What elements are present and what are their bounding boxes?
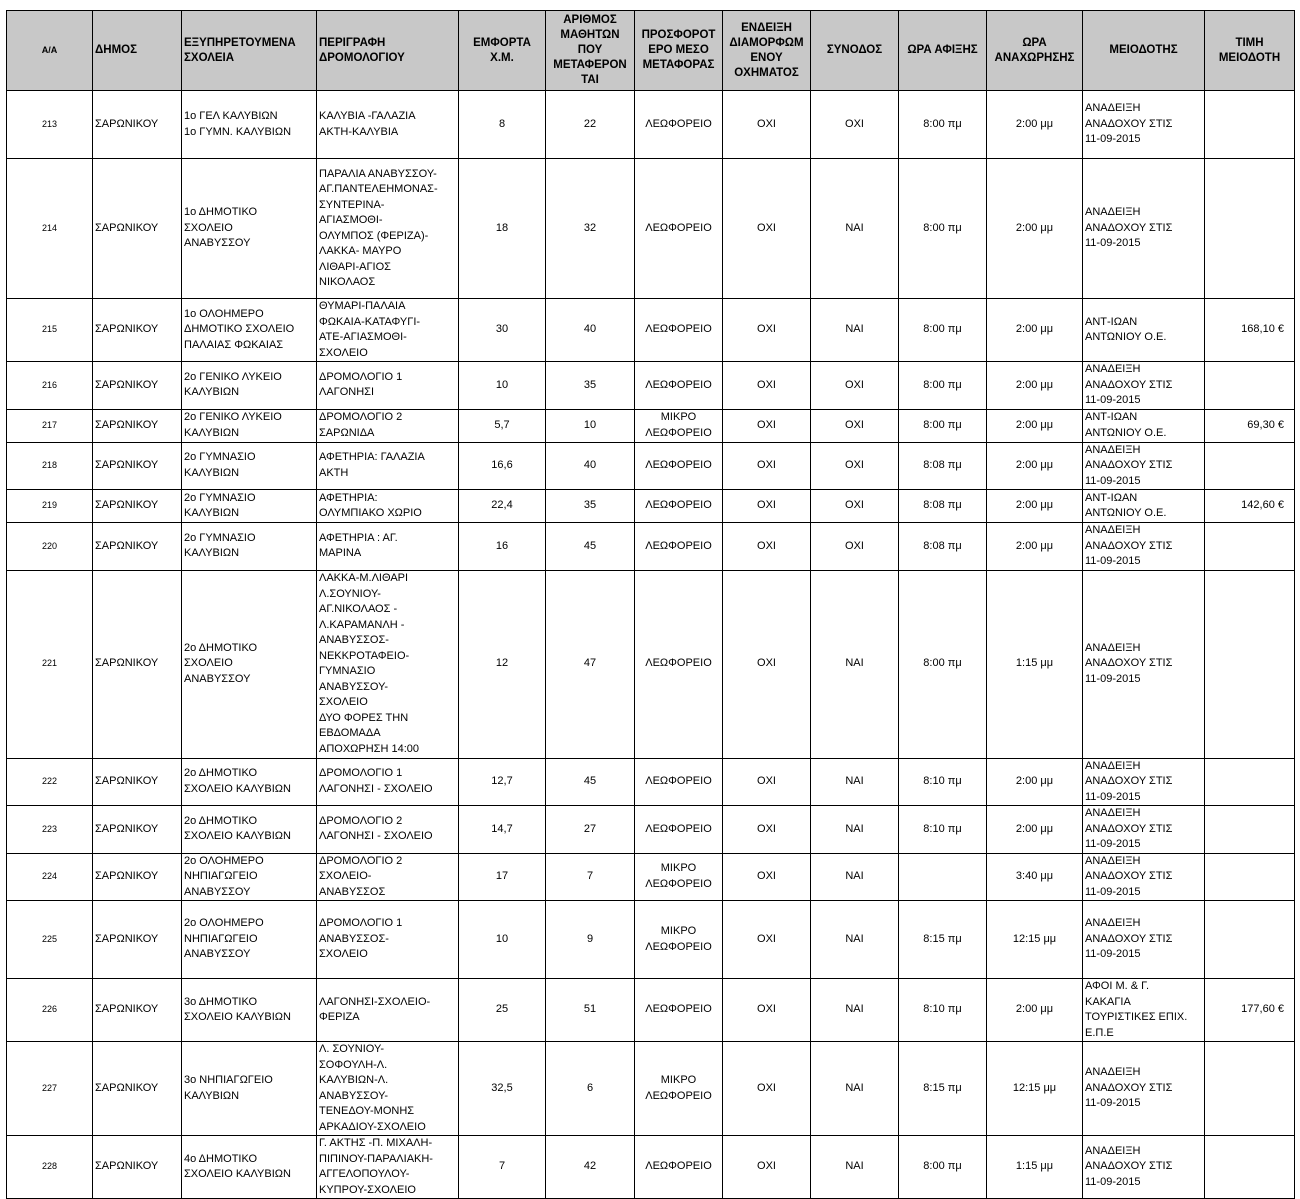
cell-synodos: ΟΧΙ bbox=[811, 362, 899, 410]
cell-anaxorisi: 2:00 μμ bbox=[987, 299, 1083, 362]
cell-diamorfomenou: ΟΧΙ bbox=[723, 901, 811, 979]
cell-afixi: 8:10 πμ bbox=[899, 758, 987, 806]
cell-synodos: ΝΑΙ bbox=[811, 299, 899, 362]
cell-km: 22,4 bbox=[459, 490, 546, 523]
transport-table-container bbox=[6, 10, 1294, 1199]
table-row bbox=[7, 523, 1295, 571]
cell-synodos: ΝΑΙ bbox=[811, 1136, 899, 1199]
cell-meso: ΜΙΚΡΟ ΛΕΩΦΟΡΕΙΟ bbox=[635, 853, 723, 901]
cell-synodos: ΟΧΙ bbox=[811, 490, 899, 523]
cell-dimos: ΣΑΡΩΝΙΚΟΥ bbox=[93, 1136, 182, 1199]
cell-synodos: ΝΑΙ bbox=[811, 979, 899, 1042]
cell-meso: ΛΕΩΦΟΡΕΙΟ bbox=[635, 758, 723, 806]
cell-perigrafi: ΛΑΓΟΝΗΣΙ-ΣΧΟΛΕΙΟ- ΦΕΡΙΖΑ bbox=[317, 979, 459, 1042]
cell-km: 25 bbox=[459, 979, 546, 1042]
cell-timi: 177,60 € bbox=[1205, 979, 1295, 1042]
cell-diamorfomenou: ΟΧΙ bbox=[723, 523, 811, 571]
cell-perigrafi: ΔΡΟΜΟΛΟΓΙΟ 1 ΛΑΓΟΝΗΣΙ - ΣΧΟΛΕΙΟ bbox=[317, 758, 459, 806]
cell-meiodotis: ΑΝΤ-ΙΩΑΝ ΑΝΤΩΝΙΟΥ Ο.Ε. bbox=[1083, 299, 1205, 362]
cell-scholeia: 2ο ΓΥΜΝΑΣΙΟ ΚΑΛΥΒΙΩΝ bbox=[182, 442, 317, 490]
cell-km: 14,7 bbox=[459, 806, 546, 854]
cell-afixi: 8:08 πμ bbox=[899, 523, 987, 571]
cell-aa: 216 bbox=[7, 362, 93, 410]
table-row bbox=[7, 979, 1295, 1042]
cell-meiodotis: ΑΝΑΔΕΙΞΗ ΑΝΑΔΟΧΟΥ ΣΤΙΣ 11-09-2015 bbox=[1083, 758, 1205, 806]
cell-meiodotis: ΑΝΑΔΕΙΞΗ ΑΝΑΔΟΧΟΥ ΣΤΙΣ 11-09-2015 bbox=[1083, 442, 1205, 490]
cell-aa: 222 bbox=[7, 758, 93, 806]
cell-perigrafi: ΑΦΕΤΗΡΙΑ: ΓΑΛΑΖΙΑ ΑΚΤΗ bbox=[317, 442, 459, 490]
table-row bbox=[7, 1042, 1295, 1136]
cell-mathites: 42 bbox=[546, 1136, 635, 1199]
cell-mathites: 35 bbox=[546, 490, 635, 523]
cell-synodos: ΝΑΙ bbox=[811, 758, 899, 806]
cell-meiodotis: ΑΝΑΔΕΙΞΗ ΑΝΑΔΟΧΟΥ ΣΤΙΣ 11-09-2015 bbox=[1083, 806, 1205, 854]
cell-mathites: 51 bbox=[546, 979, 635, 1042]
cell-synodos: ΝΑΙ bbox=[811, 570, 899, 758]
cell-meiodotis: ΑΝΑΔΕΙΞΗ ΑΝΑΔΟΧΟΥ ΣΤΙΣ 11-09-2015 bbox=[1083, 570, 1205, 758]
cell-anaxorisi: 2:00 μμ bbox=[987, 362, 1083, 410]
cell-anaxorisi: 2:00 μμ bbox=[987, 159, 1083, 299]
cell-scholeia: 2ο ΓΥΜΝΑΣΙΟ ΚΑΛΥΒΙΩΝ bbox=[182, 523, 317, 571]
cell-perigrafi: Λ. ΣΟΥΝΙΟΥ- ΣΟΦΟΥΛΗ-Λ. ΚΑΛΥΒΙΩΝ-Λ. ΑΝΑΒΥΣΣΟΥ- ΤΕΝΕΔΟΥ-ΜΟΝΗΣ ΑΡΚΑΔΙΟΥ-ΣΧΟΛΕΙΟ bbox=[317, 1042, 459, 1136]
cell-scholeia: 2ο ΓΕΝΙΚΟ ΛΥΚΕΙΟ ΚΑΛΥΒΙΩΝ bbox=[182, 409, 317, 442]
cell-dimos: ΣΑΡΩΝΙΚΟΥ bbox=[93, 570, 182, 758]
cell-anaxorisi: 2:00 μμ bbox=[987, 758, 1083, 806]
cell-diamorfomenou: ΟΧΙ bbox=[723, 91, 811, 159]
cell-afixi: 8:08 πμ bbox=[899, 442, 987, 490]
cell-timi: 142,60 € bbox=[1205, 490, 1295, 523]
header-perigrafi: ΠΕΡΙΓΡΑΦΗ ΔΡΟΜΟΛΟΓΙΟΥ bbox=[317, 11, 459, 91]
cell-afixi: 8:08 πμ bbox=[899, 490, 987, 523]
cell-perigrafi: ΔΡΟΜΟΛΟΓΙΟ 2 ΣΧΟΛΕΙΟ- ΑΝΑΒΥΣΣΟΣ bbox=[317, 853, 459, 901]
cell-aa: 214 bbox=[7, 159, 93, 299]
cell-scholeia: 1ο ΔΗΜΟΤΙΚΟ ΣΧΟΛΕΙΟ ΑΝΑΒΥΣΣΟΥ bbox=[182, 159, 317, 299]
cell-aa: 219 bbox=[7, 490, 93, 523]
cell-timi bbox=[1205, 758, 1295, 806]
cell-afixi: 8:15 πμ bbox=[899, 901, 987, 979]
header-mathites: ΑΡΙΘΜΟΣ ΜΑΘΗΤΩΝ ΠΟΥ ΜΕΤΑΦΕΡΟΝ ΤΑΙ bbox=[546, 11, 635, 91]
table-row bbox=[7, 758, 1295, 806]
cell-meso: ΛΕΩΦΟΡΕΙΟ bbox=[635, 806, 723, 854]
table-row bbox=[7, 853, 1295, 901]
cell-km: 5,7 bbox=[459, 409, 546, 442]
cell-synodos: ΟΧΙ bbox=[811, 409, 899, 442]
cell-perigrafi: ΘΥΜΑΡΙ-ΠΑΛΑΙΑ ΦΩΚΑΙΑ-ΚΑΤΑΦΥΓΙ- ΑΤΕ-ΑΓΙΑΣΜΟΘΙ- ΣΧΟΛΕΙΟ bbox=[317, 299, 459, 362]
cell-diamorfomenou: ΟΧΙ bbox=[723, 570, 811, 758]
cell-km: 12 bbox=[459, 570, 546, 758]
cell-meiodotis: ΑΝΤ-ΙΩΑΝ ΑΝΤΩΝΙΟΥ Ο.Ε. bbox=[1083, 490, 1205, 523]
cell-meiodotis: ΑΝΑΔΕΙΞΗ ΑΝΑΔΟΧΟΥ ΣΤΙΣ 11-09-2015 bbox=[1083, 1042, 1205, 1136]
table-row bbox=[7, 570, 1295, 758]
cell-synodos: ΝΑΙ bbox=[811, 853, 899, 901]
table-row bbox=[7, 490, 1295, 523]
cell-meso: ΜΙΚΡΟ ΛΕΩΦΟΡΕΙΟ bbox=[635, 901, 723, 979]
cell-km: 10 bbox=[459, 362, 546, 410]
cell-anaxorisi: 3:40 μμ bbox=[987, 853, 1083, 901]
cell-dimos: ΣΑΡΩΝΙΚΟΥ bbox=[93, 159, 182, 299]
cell-perigrafi: ΔΡΟΜΟΛΟΓΙΟ 1 ΑΝΑΒΥΣΣΟΣ- ΣΧΟΛΕΙΟ bbox=[317, 901, 459, 979]
cell-afixi: 8:10 πμ bbox=[899, 979, 987, 1042]
cell-mathites: 6 bbox=[546, 1042, 635, 1136]
cell-afixi: 8:10 πμ bbox=[899, 806, 987, 854]
cell-meiodotis: ΑΝΑΔΕΙΞΗ ΑΝΑΔΟΧΟΥ ΣΤΙΣ 11-09-2015 bbox=[1083, 523, 1205, 571]
table-row bbox=[7, 299, 1295, 362]
cell-anaxorisi: 2:00 μμ bbox=[987, 806, 1083, 854]
cell-meso: ΛΕΩΦΟΡΕΙΟ bbox=[635, 979, 723, 1042]
cell-anaxorisi: 2:00 μμ bbox=[987, 523, 1083, 571]
cell-anaxorisi: 12:15 μμ bbox=[987, 1042, 1083, 1136]
cell-diamorfomenou: ΟΧΙ bbox=[723, 806, 811, 854]
table-row bbox=[7, 362, 1295, 410]
cell-timi: 69,30 € bbox=[1205, 409, 1295, 442]
header-km: ΕΜΦΟΡΤΑ Χ.Μ. bbox=[459, 11, 546, 91]
cell-synodos: ΝΑΙ bbox=[811, 1042, 899, 1136]
cell-dimos: ΣΑΡΩΝΙΚΟΥ bbox=[93, 362, 182, 410]
cell-aa: 220 bbox=[7, 523, 93, 571]
table-row bbox=[7, 409, 1295, 442]
cell-diamorfomenou: ΟΧΙ bbox=[723, 409, 811, 442]
cell-synodos: ΝΑΙ bbox=[811, 159, 899, 299]
cell-meso: ΛΕΩΦΟΡΕΙΟ bbox=[635, 570, 723, 758]
cell-aa: 223 bbox=[7, 806, 93, 854]
cell-diamorfomenou: ΟΧΙ bbox=[723, 1042, 811, 1136]
cell-km: 16,6 bbox=[459, 442, 546, 490]
cell-mathites: 40 bbox=[546, 299, 635, 362]
cell-meso: ΛΕΩΦΟΡΕΙΟ bbox=[635, 442, 723, 490]
cell-anaxorisi: 12:15 μμ bbox=[987, 901, 1083, 979]
cell-dimos: ΣΑΡΩΝΙΚΟΥ bbox=[93, 1042, 182, 1136]
cell-dimos: ΣΑΡΩΝΙΚΟΥ bbox=[93, 758, 182, 806]
cell-anaxorisi: 1:15 μμ bbox=[987, 570, 1083, 758]
cell-afixi: 8:00 πμ bbox=[899, 362, 987, 410]
cell-aa: 226 bbox=[7, 979, 93, 1042]
cell-meiodotis: ΑΝΑΔΕΙΞΗ ΑΝΑΔΟΧΟΥ ΣΤΙΣ 11-09-2015 bbox=[1083, 1136, 1205, 1199]
cell-afixi: 8:00 πμ bbox=[899, 299, 987, 362]
cell-scholeia: 3ο ΔΗΜΟΤΙΚΟ ΣΧΟΛΕΙΟ ΚΑΛΥΒΙΩΝ bbox=[182, 979, 317, 1042]
cell-synodos: ΟΧΙ bbox=[811, 523, 899, 571]
cell-meiodotis: ΑΝΑΔΕΙΞΗ ΑΝΑΔΟΧΟΥ ΣΤΙΣ 11-09-2015 bbox=[1083, 159, 1205, 299]
cell-mathites: 27 bbox=[546, 806, 635, 854]
cell-meso: ΜΙΚΡΟ ΛΕΩΦΟΡΕΙΟ bbox=[635, 1042, 723, 1136]
cell-aa: 217 bbox=[7, 409, 93, 442]
header-diamorfomenou: ΕΝΔΕΙΞΗ ΔΙΑΜΟΡΦΩΜ ΕΝΟΥ ΟΧΗΜΑΤΟΣ bbox=[723, 11, 811, 91]
cell-afixi bbox=[899, 853, 987, 901]
cell-synodos: ΝΑΙ bbox=[811, 901, 899, 979]
cell-mathites: 10 bbox=[546, 409, 635, 442]
cell-km: 8 bbox=[459, 91, 546, 159]
cell-meiodotis: ΑΝΑΔΕΙΞΗ ΑΝΑΔΟΧΟΥ ΣΤΙΣ 11-09-2015 bbox=[1083, 901, 1205, 979]
cell-timi bbox=[1205, 362, 1295, 410]
table-row bbox=[7, 806, 1295, 854]
header-scholeia: ΕΞΥΠΗΡΕΤΟΥΜΕΝΑ ΣΧΟΛΕΙΑ bbox=[182, 11, 317, 91]
cell-meiodotis: ΑΝΑΔΕΙΞΗ ΑΝΑΔΟΧΟΥ ΣΤΙΣ 11-09-2015 bbox=[1083, 853, 1205, 901]
cell-timi: 168,10 € bbox=[1205, 299, 1295, 362]
cell-afixi: 8:00 πμ bbox=[899, 91, 987, 159]
cell-mathites: 45 bbox=[546, 523, 635, 571]
cell-afixi: 8:00 πμ bbox=[899, 1136, 987, 1199]
table-body bbox=[7, 91, 1295, 1199]
header-meiodotis: ΜΕΙΟΔΟΤΗΣ bbox=[1083, 11, 1205, 91]
cell-scholeia: 1ο ΟΛΟΗΜΕΡΟ ΔΗΜΟΤΙΚΟ ΣΧΟΛΕΙΟ ΠΑΛΑΙΑΣ ΦΩΚΑΙΑΣ bbox=[182, 299, 317, 362]
cell-meso: ΛΕΩΦΟΡΕΙΟ bbox=[635, 523, 723, 571]
cell-aa: 228 bbox=[7, 1136, 93, 1199]
cell-meso: ΛΕΩΦΟΡΕΙΟ bbox=[635, 490, 723, 523]
cell-mathites: 35 bbox=[546, 362, 635, 410]
cell-anaxorisi: 2:00 μμ bbox=[987, 442, 1083, 490]
cell-meso: ΛΕΩΦΟΡΕΙΟ bbox=[635, 362, 723, 410]
header-aa: Α/Α bbox=[7, 11, 93, 91]
cell-perigrafi: ΑΦΕΤΗΡΙΑ : ΑΓ. ΜΑΡΙΝΑ bbox=[317, 523, 459, 571]
cell-perigrafi: Γ. ΑΚΤΗΣ -Π. ΜΙΧΑΛΗ- ΠΙΠΙΝΟΥ-ΠΑΡΑΛΙΑΚΗ- ΑΓΓΕΛΟΠΟΥΛΟΥ- ΚΥΠΡΟΥ-ΣΧΟΛΕΙΟ bbox=[317, 1136, 459, 1199]
cell-dimos: ΣΑΡΩΝΙΚΟΥ bbox=[93, 853, 182, 901]
cell-afixi: 8:00 πμ bbox=[899, 570, 987, 758]
cell-scholeia: 2ο ΔΗΜΟΤΙΚΟ ΣΧΟΛΕΙΟ ΚΑΛΥΒΙΩΝ bbox=[182, 806, 317, 854]
cell-afixi: 8:00 πμ bbox=[899, 159, 987, 299]
cell-timi bbox=[1205, 159, 1295, 299]
header-meso: ΠΡΟΣΦΟΡΟΤ ΕΡΟ ΜΕΣΟ ΜΕΤΑΦΟΡΑΣ bbox=[635, 11, 723, 91]
cell-dimos: ΣΑΡΩΝΙΚΟΥ bbox=[93, 806, 182, 854]
cell-dimos: ΣΑΡΩΝΙΚΟΥ bbox=[93, 901, 182, 979]
cell-timi bbox=[1205, 570, 1295, 758]
cell-meiodotis: ΑΦΟΙ Μ. & Γ. ΚΑΚΑΓΙΑ ΤΟΥΡΙΣΤΙΚΕΣ ΕΠΙΧ. Ε.Π.Ε bbox=[1083, 979, 1205, 1042]
cell-meso: ΜΙΚΡΟ ΛΕΩΦΟΡΕΙΟ bbox=[635, 409, 723, 442]
cell-scholeia: 2ο ΟΛΟΗΜΕΡΟ ΝΗΠΙΑΓΩΓΕΙΟ ΑΝΑΒΥΣΣΟΥ bbox=[182, 901, 317, 979]
cell-km: 18 bbox=[459, 159, 546, 299]
cell-dimos: ΣΑΡΩΝΙΚΟΥ bbox=[93, 299, 182, 362]
header-synodos: ΣΥΝΟΔΟΣ bbox=[811, 11, 899, 91]
cell-km: 30 bbox=[459, 299, 546, 362]
cell-perigrafi: ΚΑΛΥΒΙΑ -ΓΑΛΑΖΙΑ ΑΚΤΗ-ΚΑΛΥΒΙΑ bbox=[317, 91, 459, 159]
cell-diamorfomenou: ΟΧΙ bbox=[723, 490, 811, 523]
table-row bbox=[7, 1136, 1295, 1199]
cell-scholeia: 1ο ΓΕΛ ΚΑΛΥΒΙΩΝ 1ο ΓΥΜΝ. ΚΑΛΥΒΙΩΝ bbox=[182, 91, 317, 159]
header-afixi: ΩΡΑ ΑΦΙΞΗΣ bbox=[899, 11, 987, 91]
header-dimos: ΔΗΜΟΣ bbox=[93, 11, 182, 91]
cell-scholeia: 2ο ΔΗΜΟΤΙΚΟ ΣΧΟΛΕΙΟ ΑΝΑΒΥΣΣΟΥ bbox=[182, 570, 317, 758]
header-timi: ΤΙΜΗ ΜΕΙΟΔΟΤΗ bbox=[1205, 11, 1295, 91]
cell-aa: 224 bbox=[7, 853, 93, 901]
cell-km: 12,7 bbox=[459, 758, 546, 806]
cell-dimos: ΣΑΡΩΝΙΚΟΥ bbox=[93, 409, 182, 442]
cell-timi bbox=[1205, 1136, 1295, 1199]
cell-meiodotis: ΑΝΑΔΕΙΞΗ ΑΝΑΔΟΧΟΥ ΣΤΙΣ 11-09-2015 bbox=[1083, 362, 1205, 410]
cell-perigrafi: ΑΦΕΤΗΡΙΑ: ΟΛΥΜΠΙΑΚΟ ΧΩΡΙΟ bbox=[317, 490, 459, 523]
cell-scholeia: 2ο ΔΗΜΟΤΙΚΟ ΣΧΟΛΕΙΟ ΚΑΛΥΒΙΩΝ bbox=[182, 758, 317, 806]
cell-perigrafi: ΔΡΟΜΟΛΟΓΙΟ 1 ΛΑΓΟΝΗΣΙ bbox=[317, 362, 459, 410]
cell-timi bbox=[1205, 806, 1295, 854]
cell-mathites: 7 bbox=[546, 853, 635, 901]
cell-timi bbox=[1205, 91, 1295, 159]
cell-aa: 221 bbox=[7, 570, 93, 758]
table-row bbox=[7, 91, 1295, 159]
cell-diamorfomenou: ΟΧΙ bbox=[723, 1136, 811, 1199]
cell-anaxorisi: 2:00 μμ bbox=[987, 409, 1083, 442]
cell-anaxorisi: 1:15 μμ bbox=[987, 1136, 1083, 1199]
cell-diamorfomenou: ΟΧΙ bbox=[723, 362, 811, 410]
cell-diamorfomenou: ΟΧΙ bbox=[723, 979, 811, 1042]
school-transport-table bbox=[6, 10, 1295, 1199]
header-anaxorisi: ΩΡΑ ΑΝΑΧΩΡΗΣΗΣ bbox=[987, 11, 1083, 91]
cell-dimos: ΣΑΡΩΝΙΚΟΥ bbox=[93, 523, 182, 571]
cell-diamorfomenou: ΟΧΙ bbox=[723, 442, 811, 490]
cell-dimos: ΣΑΡΩΝΙΚΟΥ bbox=[93, 979, 182, 1042]
cell-km: 10 bbox=[459, 901, 546, 979]
cell-anaxorisi: 2:00 μμ bbox=[987, 490, 1083, 523]
cell-meso: ΛΕΩΦΟΡΕΙΟ bbox=[635, 91, 723, 159]
cell-km: 7 bbox=[459, 1136, 546, 1199]
cell-mathites: 47 bbox=[546, 570, 635, 758]
cell-aa: 227 bbox=[7, 1042, 93, 1136]
cell-mathites: 32 bbox=[546, 159, 635, 299]
cell-afixi: 8:00 πμ bbox=[899, 409, 987, 442]
cell-mathites: 22 bbox=[546, 91, 635, 159]
cell-diamorfomenou: ΟΧΙ bbox=[723, 758, 811, 806]
cell-aa: 218 bbox=[7, 442, 93, 490]
cell-timi bbox=[1205, 1042, 1295, 1136]
cell-mathites: 9 bbox=[546, 901, 635, 979]
cell-diamorfomenou: ΟΧΙ bbox=[723, 853, 811, 901]
cell-afixi: 8:15 πμ bbox=[899, 1042, 987, 1136]
cell-perigrafi: ΛΑΚΚΑ-Μ.ΛΙΘΑΡΙ Λ.ΣΟΥΝΙΟΥ- ΑΓ.ΝΙΚΟΛΑΟΣ - Λ.ΚΑΡΑΜΑΝΛΗ - ΑΝΑΒΥΣΣΟΣ- ΝΕΚΚΡΟΤΑΦΕΙΟ- ΓΥΜΝΑΣΙΟ ΑΝΑΒΥΣΣΟΥ- ΣΧΟΛΕΙΟ ΔΥΟ ΦΟΡΕΣ ΤΗΝ ΕΒΔΟΜΑΔΑ ΑΠΟΧΩΡΗΣΗ 14:00 bbox=[317, 570, 459, 758]
cell-timi bbox=[1205, 901, 1295, 979]
cell-synodos: ΟΧΙ bbox=[811, 91, 899, 159]
cell-scholeia: 2ο ΓΥΜΝΑΣΙΟ ΚΑΛΥΒΙΩΝ bbox=[182, 490, 317, 523]
cell-anaxorisi: 2:00 μμ bbox=[987, 91, 1083, 159]
cell-perigrafi: ΠΑΡΑΛΙΑ ΑΝΑΒΥΣΣΟΥ- ΑΓ.ΠΑΝΤΕΛΕΗΜΟΝΑΣ- ΣΥΝΤΕΡΙΝΑ- ΑΓΙΑΣΜΟΘΙ- ΟΛΥΜΠΟΣ (ΦΕΡΙΖΑ)- ΛΑΚΚΑ- ΜΑΥΡΟ ΛΙΘΑΡΙ-ΑΓΙΟΣ ΝΙΚΟΛΑΟΣ bbox=[317, 159, 459, 299]
cell-km: 17 bbox=[459, 853, 546, 901]
cell-meiodotis: ΑΝΑΔΕΙΞΗ ΑΝΑΔΟΧΟΥ ΣΤΙΣ 11-09-2015 bbox=[1083, 91, 1205, 159]
cell-perigrafi: ΔΡΟΜΟΛΟΓΙΟ 2 ΛΑΓΟΝΗΣΙ - ΣΧΟΛΕΙΟ bbox=[317, 806, 459, 854]
cell-aa: 225 bbox=[7, 901, 93, 979]
cell-dimos: ΣΑΡΩΝΙΚΟΥ bbox=[93, 490, 182, 523]
cell-km: 16 bbox=[459, 523, 546, 571]
cell-meiodotis: ΑΝΤ-ΙΩΑΝ ΑΝΤΩΝΙΟΥ Ο.Ε. bbox=[1083, 409, 1205, 442]
cell-anaxorisi: 2:00 μμ bbox=[987, 979, 1083, 1042]
table-row bbox=[7, 159, 1295, 299]
cell-scholeia: 2ο ΟΛΟΗΜΕΡΟ ΝΗΠΙΑΓΩΓΕΙΟ ΑΝΑΒΥΣΣΟΥ bbox=[182, 853, 317, 901]
cell-diamorfomenou: ΟΧΙ bbox=[723, 299, 811, 362]
cell-timi bbox=[1205, 442, 1295, 490]
cell-synodos: ΟΧΙ bbox=[811, 442, 899, 490]
cell-km: 32,5 bbox=[459, 1042, 546, 1136]
table-row bbox=[7, 901, 1295, 979]
cell-meso: ΛΕΩΦΟΡΕΙΟ bbox=[635, 299, 723, 362]
cell-meso: ΛΕΩΦΟΡΕΙΟ bbox=[635, 159, 723, 299]
cell-mathites: 45 bbox=[546, 758, 635, 806]
cell-dimos: ΣΑΡΩΝΙΚΟΥ bbox=[93, 91, 182, 159]
cell-mathites: 40 bbox=[546, 442, 635, 490]
cell-diamorfomenou: ΟΧΙ bbox=[723, 159, 811, 299]
cell-scholeia: 4ο ΔΗΜΟΤΙΚΟ ΣΧΟΛΕΙΟ ΚΑΛΥΒΙΩΝ bbox=[182, 1136, 317, 1199]
cell-aa: 213 bbox=[7, 91, 93, 159]
cell-dimos: ΣΑΡΩΝΙΚΟΥ bbox=[93, 442, 182, 490]
table-row bbox=[7, 442, 1295, 490]
header-row bbox=[7, 11, 1295, 91]
cell-meso: ΛΕΩΦΟΡΕΙΟ bbox=[635, 1136, 723, 1199]
cell-synodos: ΝΑΙ bbox=[811, 806, 899, 854]
cell-perigrafi: ΔΡΟΜΟΛΟΓΙΟ 2 ΣΑΡΩΝΙΔΑ bbox=[317, 409, 459, 442]
cell-timi bbox=[1205, 853, 1295, 901]
cell-timi bbox=[1205, 523, 1295, 571]
cell-scholeia: 3ο ΝΗΠΙΑΓΩΓΕΙΟ ΚΑΛΥΒΙΩΝ bbox=[182, 1042, 317, 1136]
cell-aa: 215 bbox=[7, 299, 93, 362]
cell-scholeia: 2ο ΓΕΝΙΚΟ ΛΥΚΕΙΟ ΚΑΛΥΒΙΩΝ bbox=[182, 362, 317, 410]
